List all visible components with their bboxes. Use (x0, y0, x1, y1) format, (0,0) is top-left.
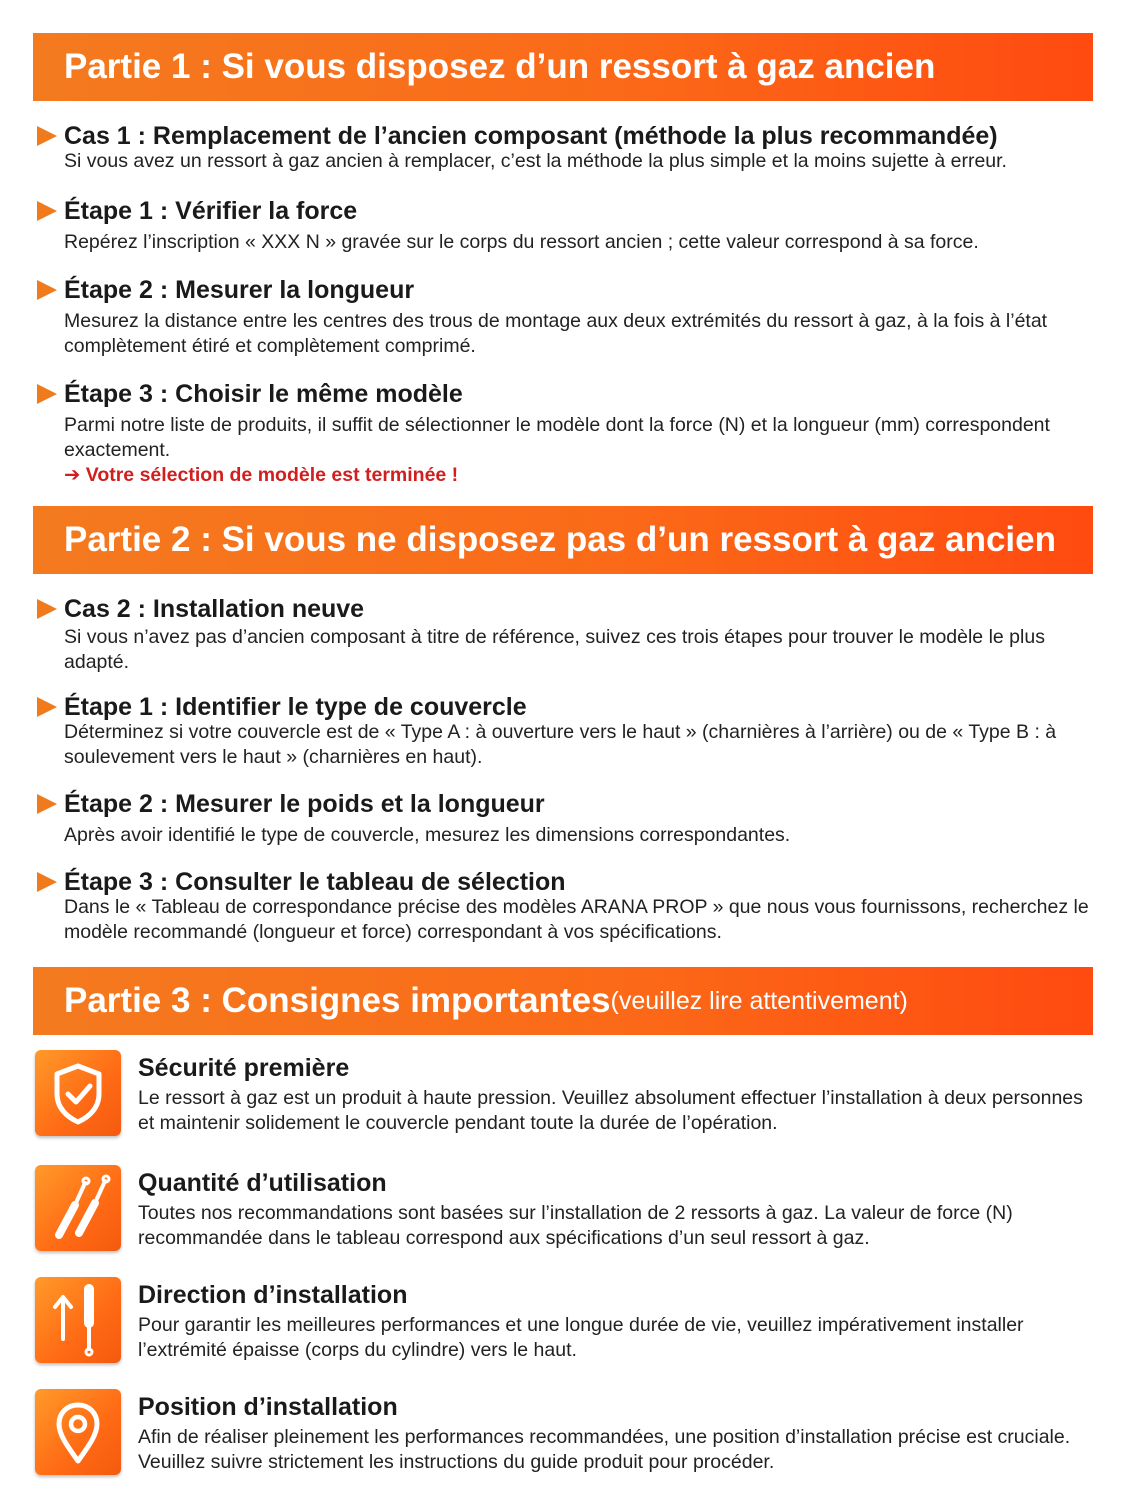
p1-step3-heading: Étape 3 : Choisir le même modèle (64, 379, 463, 408)
arrow-bullet-icon (37, 126, 57, 146)
notice-quantity-text: Toutes nos recommandations sont basées sur l’installation de 2 ressorts à gaz. La valeur de force (N) recommandée dans le tableau correspond aux spécifications d’un seul ressort à gaz. (138, 1202, 1013, 1249)
p2-step3-text: Dans le « Tableau de correspondance précise des modèles ARANA PROP » que nous vous fournissons, recherchez le modèle recommandé (longueur et force) correspondant à vos spécifications. (64, 896, 1089, 943)
shield-check-icon (35, 1050, 121, 1136)
case1-text: Si vous avez un ressort à gaz ancien à remplacer, c’est la méthode la plus simple et la moins sujette à erreur. (64, 150, 1007, 172)
arrow-bullet-icon (37, 201, 57, 221)
part3-subtitle: (veuillez lire attentivement) (610, 986, 908, 1015)
case2-heading: Cas 2 : Installation neuve (64, 594, 365, 623)
part2-case2 (37, 593, 1097, 675)
p2-step1-text: Déterminez si votre couvercle est de « Type A : à ouverture vers le haut » (charnières à l’arrière) ou de « Type B : à soulevement vers le haut » (charnières en haut). (64, 721, 1057, 768)
p2-step1-heading: Étape 1 : Identifier le type de couvercle (64, 692, 527, 721)
p2-step2-text: Après avoir identifié le type de couvercle, mesurez les dimensions correspondantes. (64, 824, 791, 846)
arrow-bullet-icon (37, 697, 57, 717)
part1-step1 (37, 195, 1097, 255)
gas-springs-icon (35, 1165, 121, 1251)
notice-direction (35, 1277, 1095, 1367)
p2-step3-heading: Étape 3 : Consulter le tableau de sélection (64, 867, 566, 896)
notice-safety-title: Sécurité première (138, 1054, 350, 1082)
selection-complete-note: ➔ Votre sélection de modèle est terminée ! (64, 464, 459, 486)
part1-title: Partie 1 : Si vous disposez d’un ressort à gaz ancien (64, 47, 936, 86)
p1-step1-text: Repérez l’inscription « XXX N » gravée sur le corps du ressort ancien ; cette valeur correspond à sa force. (64, 231, 979, 253)
notice-direction-text: Pour garantir les meilleures performances et une longue durée de vie, veuillez impérativement installer l’extrémité épaisse (corps du cylindre) vers le haut. (138, 1314, 1024, 1361)
part1-banner (33, 33, 1093, 101)
notice-position-text: Afin de réaliser pleinement les performances recommandées, une position d’installation précise est cruciale. Veuillez suivre strictement les instructions du guide produit pour procéder. (138, 1426, 1071, 1473)
part3-banner (33, 967, 1093, 1035)
part2-step3 (37, 866, 1097, 945)
p1-step3-text: Parmi notre liste de produits, il suffit de sélectionner le modèle dont la force (N) et la longueur (mm) correspondent exactement. (64, 414, 1050, 461)
notice-safety-text: Le ressort à gaz est un produit à haute pression. Veuillez absolument effectuer l’installation à deux personnes et maintenir solidement le couvercle pendant toute la durée de l’opération. (138, 1087, 1083, 1134)
part2-banner (33, 506, 1093, 574)
arrow-bullet-icon (37, 280, 57, 300)
arrow-bullet-icon (37, 872, 57, 892)
p1-step2-heading: Étape 2 : Mesurer la longueur (64, 275, 415, 304)
notice-quantity (35, 1165, 1095, 1255)
part2-title: Partie 2 : Si vous ne disposez pas d’un ressort à gaz ancien (64, 520, 1056, 559)
notice-safety (35, 1050, 1095, 1140)
p1-step1-heading: Étape 1 : Vérifier la force (64, 196, 358, 225)
part2-step2 (37, 788, 1097, 848)
part1-step3 (37, 378, 1097, 488)
part1-step2 (37, 274, 1097, 359)
location-pin-icon (35, 1389, 121, 1475)
arrow-bullet-icon (37, 384, 57, 404)
p1-step2-text: Mesurez la distance entre les centres des trous de montage aux deux extrémités du ressort à gaz, à la fois à l’état complètement étiré et complètement comprimé. (64, 310, 1048, 357)
case2-text: Si vous n’avez pas d’ancien composant à titre de référence, suivez ces trois étapes pour trouver le modèle le plus adapté. (64, 626, 1045, 673)
case1-heading: Cas 1 : Remplacement de l’ancien composant (méthode la plus recommandée) (64, 121, 998, 150)
notice-quantity-title: Quantité d’utilisation (138, 1169, 387, 1197)
arrow-bullet-icon (37, 599, 57, 619)
notice-direction-title: Direction d’installation (138, 1281, 408, 1309)
part2-step1 (37, 691, 1097, 770)
part3-title: Partie 3 : Consignes importantes (64, 981, 611, 1020)
p2-step2-heading: Étape 2 : Mesurer le poids et la longueur (64, 789, 545, 818)
notice-position (35, 1389, 1095, 1479)
notice-position-title: Position d’installation (138, 1393, 398, 1421)
upward-spring-icon (35, 1277, 121, 1363)
arrow-bullet-icon (37, 794, 57, 814)
part1-case1 (37, 120, 1097, 174)
